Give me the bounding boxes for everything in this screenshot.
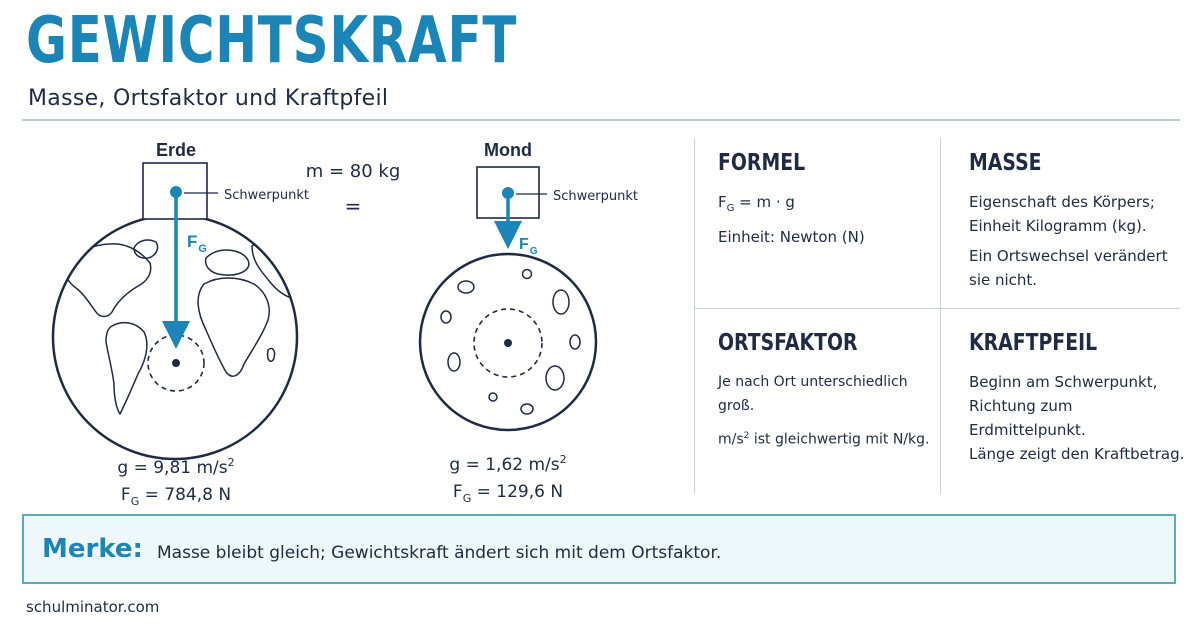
moon-g-value: g = 1,62 $m/s^2$ <box>449 453 567 475</box>
moon-label: Mond <box>484 140 532 160</box>
masse-title: MASSE <box>969 150 1042 176</box>
earth-illustration <box>53 140 309 508</box>
earth-center-dot <box>172 359 180 367</box>
earth-label: Erde <box>155 140 197 160</box>
masse-line-4: sie nicht. <box>969 271 1038 289</box>
ortsfaktor-card <box>718 330 938 452</box>
ortsfaktor-title: ORTSFAKTOR <box>718 330 858 356</box>
ortsfaktor-line-1: Je nach Ort unterschiedlich groß. <box>718 374 908 414</box>
moon-illustration <box>420 140 638 505</box>
moon-centroid-dot <box>502 187 514 199</box>
earth-force-label: $F_G$ <box>187 232 207 255</box>
kraftpfeil-line-3: Länge zeigt den Kraftbetrag. <box>969 445 1185 463</box>
earth-weight-value: $F_G = 784,8$ N <box>120 485 232 508</box>
formel-card <box>718 150 938 249</box>
formel-unit: Einheit: Newton (N) <box>718 228 865 246</box>
footer-site[interactable]: schulminator.com <box>26 598 160 616</box>
masse-line-2: Einheit Kilogramm (kg). <box>969 217 1147 235</box>
formel-title: FORMEL <box>718 150 806 176</box>
merke-label: Merke: <box>42 534 143 564</box>
page-subtitle: Masse, Ortsfaktor und Kraftpfeil <box>28 86 389 111</box>
mass-equals-sign: = <box>344 194 362 218</box>
merke-box <box>22 514 1176 584</box>
kraftpfeil-card <box>969 330 1189 466</box>
info-grid-divider <box>940 138 941 494</box>
mass-value: m = 80 kg <box>305 161 401 182</box>
earth-marker-label: Schwerpunkt <box>224 188 309 203</box>
moon-marker-label: Schwerpunkt <box>553 189 638 204</box>
earth-centroid-dot <box>170 186 182 198</box>
info-grid-left-border <box>694 138 695 494</box>
masse-card <box>969 150 1189 292</box>
earth-g-value: g = 9,81 $m/s^2$ <box>117 456 235 478</box>
merke-text: Masse bleibt gleich; Gewichtskraft ändert sich mit dem Ortsfaktor. <box>157 543 722 563</box>
gravity-diagram <box>0 0 690 510</box>
ortsfaktor-line-2: $m/s^2$ ist gleichwertig mit N/kg. <box>718 431 930 448</box>
formel-formula: $F_G = m \cdot g$ <box>718 193 795 214</box>
moon-force-label: $F_G$ <box>519 236 538 257</box>
masse-line-1: Eigenschaft des Körpers; <box>969 193 1155 211</box>
page-title: GEWICHTSKRAFT <box>26 4 518 78</box>
kraftpfeil-line-1: Beginn am Schwerpunkt, <box>969 373 1158 391</box>
info-grid-row-divider <box>694 308 1180 309</box>
kraftpfeil-title: KRAFTPFEIL <box>969 330 1098 356</box>
masse-line-3: Ein Ortswechsel verändert <box>969 247 1168 265</box>
moon-weight-value: $F_G = 129,6$ N <box>452 482 564 505</box>
kraftpfeil-line-2: Richtung zum Erdmittelpunkt. <box>969 397 1086 439</box>
moon-center-dot <box>504 339 512 347</box>
